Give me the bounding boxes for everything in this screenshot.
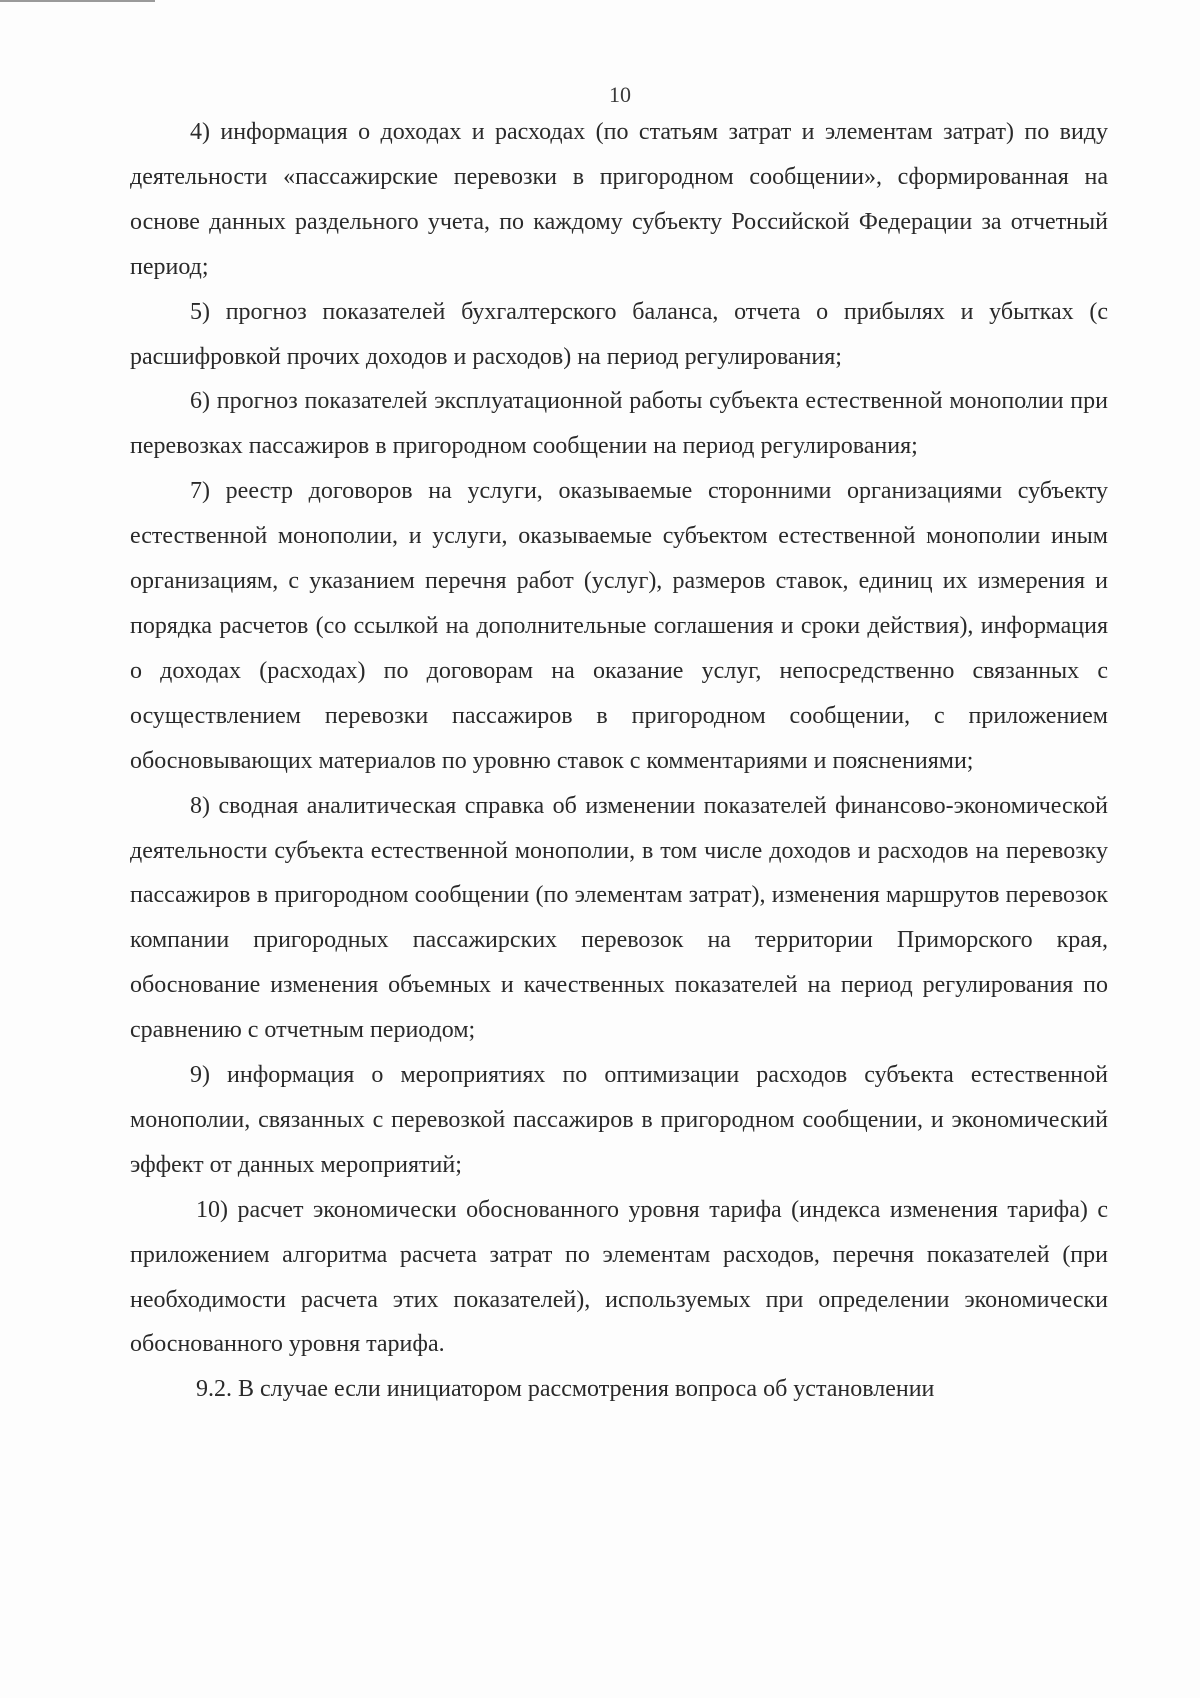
paragraph-item-7: 7) реестр договоров на услуги, оказываемые сторонними организациями субъекту естественной монополии, и услуги, оказываемые субъектом естественной монополии иным организациям, с указанием перечня работ (услуг), размеров ставок, единиц их измерения и порядка расчетов (со ссылкой на дополнительные соглашения и сроки действия), информация о доходах (расходах) по договорам на оказание услуг, непосредственно связанных с осуществлением перевозки пассажиров в пригородном сообщении, с приложением обосновывающих материалов по уровню ставок с комментариями и пояснениями;: [130, 478, 1108, 774]
document-body: [130, 110, 1108, 1412]
paragraph-item-4: 4) информация о доходах и расходах (по статьям затрат и элементам затрат) по виду деятельности «пассажирские перевозки в пригородном сообщении», сформированная на основе данных раздельного учета, по каждому субъекту Российской Федерации за отчетный период;: [130, 119, 1108, 280]
scan-edge-mark: [0, 0, 155, 2]
paragraph-item-5: 5) прогноз показателей бухгалтерского баланса, отчета о прибылях и убытках (с расшифровкой прочих доходов и расходов) на период регулирования;: [130, 298, 1108, 370]
paragraph-section-9-2: 9.2. В случае если инициатором рассмотрения вопроса об установлении: [196, 1376, 935, 1403]
paragraph-item-8: 8) сводная аналитическая справка об изменении показателей финансово-экономической деятельности субъекта естественной монополии, в том числе доходов и расходов на перевозку пассажиров в пригородном сообщении (по элементам затрат), изменения маршрутов перевозок компании пригородных пассажирских перевозок на территории Приморского края, обоснование изменения объемных и качественных показателей на период регулирования по сравнению с отчетным периодом;: [130, 792, 1108, 1044]
page-number: 10: [609, 82, 631, 107]
paragraph-item-10: 10) расчет экономически обоснованного уровня тарифа (индекса изменения тарифа) с приложением алгоритма расчета затрат по элементам расходов, перечня показателей (при необходимости расчета этих показателей), используемых при определении экономически обоснованного уровня тарифа.: [130, 1196, 1108, 1358]
paragraph-item-9: 9) информация о мероприятиях по оптимизации расходов субъекта естественной монополии, связанных с перевозкой пассажиров в пригородном сообщении, и экономический эффект от данных мероприятий;: [130, 1062, 1108, 1178]
paragraph-item-6: 6) прогноз показателей эксплуатационной работы субъекта естественной монополии при перевозках пассажиров в пригородном сообщении на период регулирования;: [130, 388, 1108, 460]
